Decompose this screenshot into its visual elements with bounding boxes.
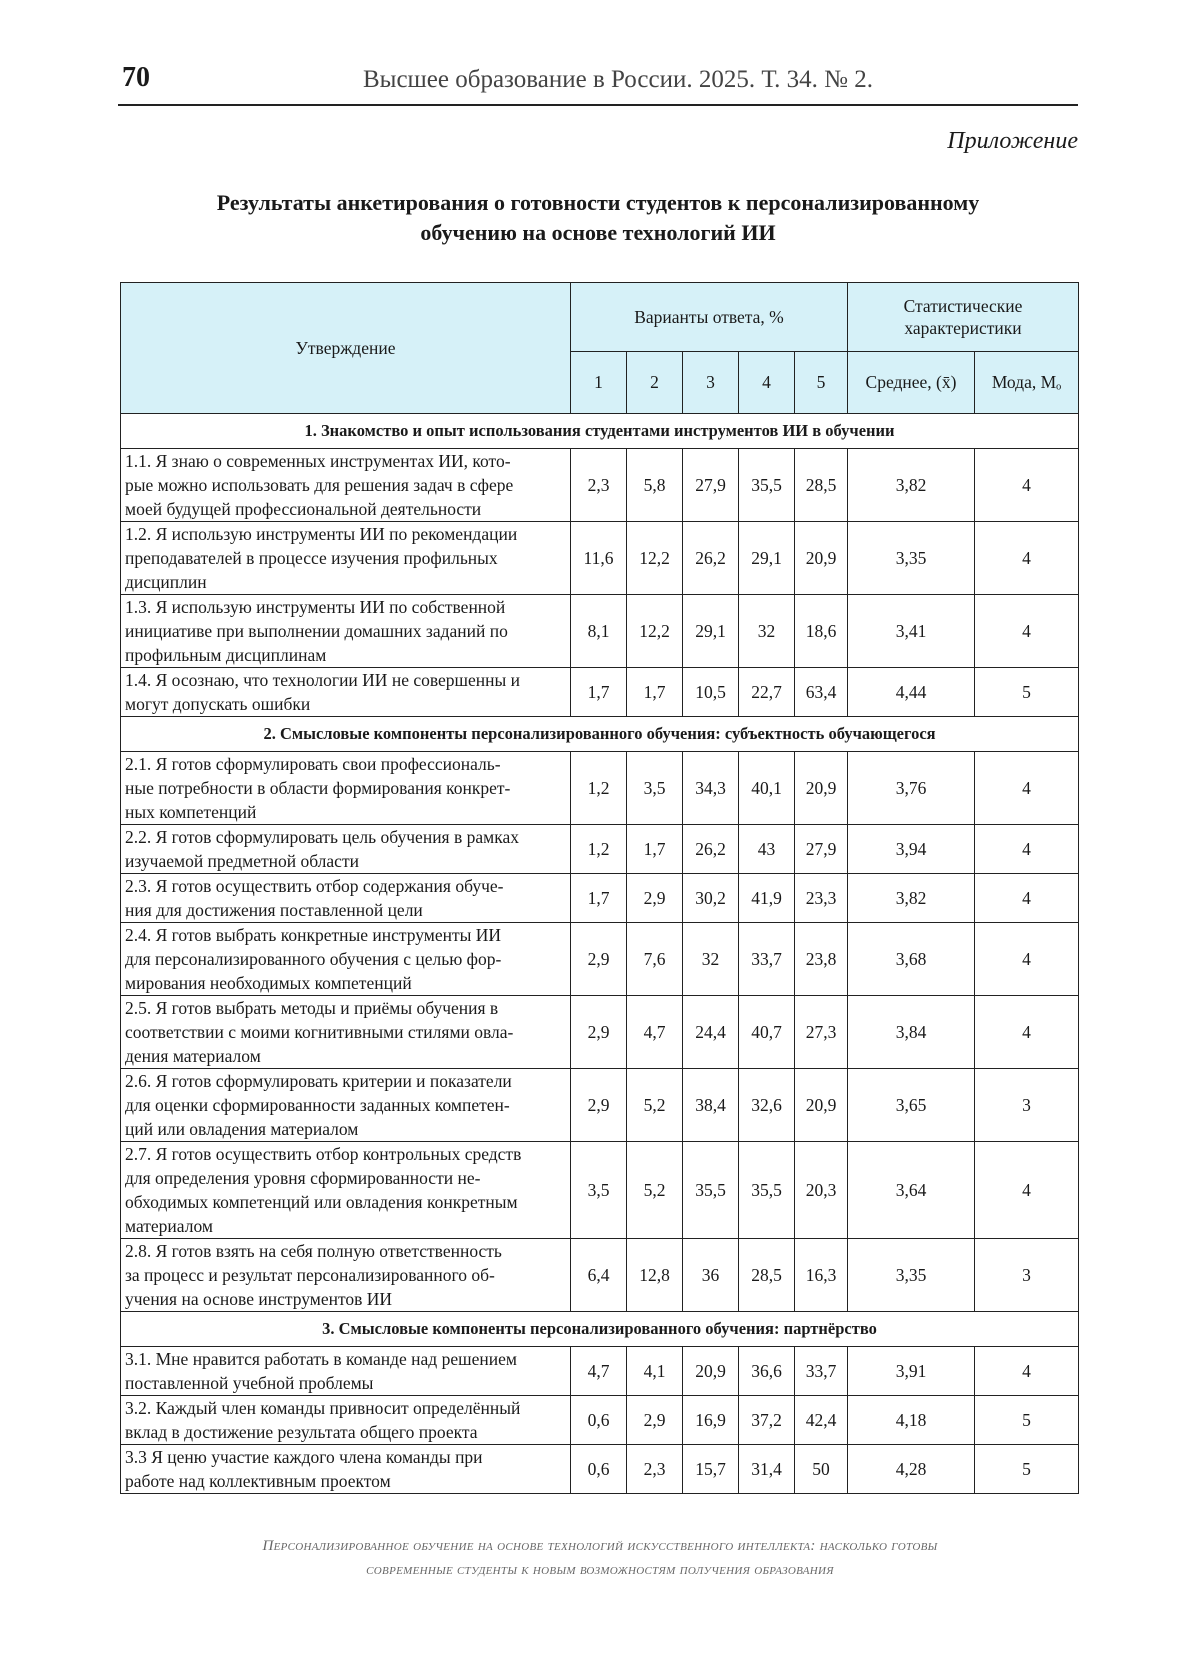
statement-line: соответствии с моими когнитивными стилями овла- xyxy=(125,1022,514,1042)
mean-cell: 3,84 xyxy=(848,996,975,1069)
mean-cell: 4,18 xyxy=(848,1396,975,1445)
running-footer xyxy=(150,1534,1050,1582)
statement-line: профильным дисциплинам xyxy=(125,645,327,665)
statement-line: ций или овладения материалом xyxy=(125,1119,359,1139)
option-1-percent: 8,1 xyxy=(571,595,627,668)
option-4-percent: 40,1 xyxy=(739,752,795,825)
option-1-percent: 4,7 xyxy=(571,1347,627,1396)
survey-table xyxy=(120,282,1079,1494)
mode-cell: 4 xyxy=(975,923,1079,996)
statement-line: преподавателей в процессе изучения профильных xyxy=(125,548,498,568)
mean-cell: 3,94 xyxy=(848,825,975,874)
mode-cell: 4 xyxy=(975,752,1079,825)
statement-line: дения материалом xyxy=(125,1046,261,1066)
option-1-percent: 0,6 xyxy=(571,1445,627,1494)
mode-cell: 3 xyxy=(975,1239,1079,1312)
mean-cell: 3,82 xyxy=(848,874,975,923)
option-5-percent: 20,9 xyxy=(795,1069,848,1142)
table-row xyxy=(121,752,1079,825)
statement-line: моей будущей профессиональной деятельности xyxy=(125,499,482,519)
mode-cell: 5 xyxy=(975,1445,1079,1494)
statement-line: 2.1. Я готов сформулировать свои профессиональ- xyxy=(125,754,501,774)
header-stats-group xyxy=(848,283,1079,352)
option-1-percent: 1,7 xyxy=(571,668,627,717)
header-options-group: Варианты ответа, % xyxy=(571,283,848,352)
option-5-percent: 27,9 xyxy=(795,825,848,874)
option-5-percent: 27,3 xyxy=(795,996,848,1069)
option-2-percent: 5,2 xyxy=(627,1069,683,1142)
statement-line: 2.5. Я готов выбрать методы и приёмы обучения в xyxy=(125,998,499,1018)
statement-line: 2.4. Я готов выбрать конкретные инструменты ИИ xyxy=(125,925,502,945)
option-2-percent: 1,7 xyxy=(627,668,683,717)
statement-line: для определения уровня сформированности не- xyxy=(125,1168,481,1188)
statement-line: 2.6. Я готов сформулировать критерии и показатели xyxy=(125,1071,512,1091)
statement-cell xyxy=(121,522,571,595)
mode-cell: 4 xyxy=(975,595,1079,668)
page-number: 70 xyxy=(122,62,150,93)
option-2-percent: 3,5 xyxy=(627,752,683,825)
mode-cell: 4 xyxy=(975,1347,1079,1396)
statement-line: материалом xyxy=(125,1216,213,1236)
option-3-percent: 16,9 xyxy=(683,1396,739,1445)
option-5-percent: 20,9 xyxy=(795,522,848,595)
journal-title: Высшее образование в России. 2025. Т. 34. № 2. xyxy=(362,66,873,93)
option-2-percent: 2,9 xyxy=(627,1396,683,1445)
option-4-percent: 28,5 xyxy=(739,1239,795,1312)
statement-line: инициативе при выполнении домашних заданий по xyxy=(125,621,508,641)
statement-line: могут допускать ошибки xyxy=(125,694,311,714)
statement-line: для персонализированного обучения с целью фор- xyxy=(125,949,502,969)
option-1-percent: 2,9 xyxy=(571,996,627,1069)
statement-cell xyxy=(121,1396,571,1445)
running-header xyxy=(118,54,1078,104)
option-3-percent: 38,4 xyxy=(683,1069,739,1142)
option-2-percent: 12,2 xyxy=(627,522,683,595)
statement-line: рые можно использовать для решения задач в сфере xyxy=(125,475,514,495)
statement-line: 3.3 Я ценю участие каждого члена команды при xyxy=(125,1447,483,1467)
statement-line: изучаемой предметной области xyxy=(125,851,359,871)
header-option-3: 3 xyxy=(683,351,739,413)
statement-cell xyxy=(121,825,571,874)
statement-cell xyxy=(121,449,571,522)
option-2-percent: 4,1 xyxy=(627,1347,683,1396)
option-4-percent: 43 xyxy=(739,825,795,874)
option-4-percent: 29,1 xyxy=(739,522,795,595)
option-1-percent: 1,2 xyxy=(571,752,627,825)
table-body xyxy=(121,414,1079,1494)
statement-line: для оценки сформированности заданных компетен- xyxy=(125,1095,510,1115)
mode-cell: 5 xyxy=(975,1396,1079,1445)
table-row xyxy=(121,996,1079,1069)
option-4-percent: 31,4 xyxy=(739,1445,795,1494)
statement-line: ния для достижения поставленной цели xyxy=(125,900,423,920)
statement-line: 3.1. Мне нравится работать в команде над решением xyxy=(125,1349,517,1369)
statement-line: за процесс и результат персонализированного об- xyxy=(125,1265,495,1285)
option-3-percent: 20,9 xyxy=(683,1347,739,1396)
table-row xyxy=(121,923,1079,996)
statement-line: 2.3. Я готов осуществить отбор содержания обуче- xyxy=(125,876,504,896)
header-option-2: 2 xyxy=(627,351,683,413)
option-3-percent: 27,9 xyxy=(683,449,739,522)
option-1-percent: 3,5 xyxy=(571,1142,627,1239)
statement-line: обходимых компетенций или овладения конкретным xyxy=(125,1192,518,1212)
header-mode: Мода, Mₒ xyxy=(975,351,1079,413)
option-3-percent: 34,3 xyxy=(683,752,739,825)
option-4-percent: 36,6 xyxy=(739,1347,795,1396)
statement-line: 2.2. Я готов сформулировать цель обучения в рамках xyxy=(125,827,519,847)
statement-line: учения на основе инструментов ИИ xyxy=(125,1289,393,1309)
mean-cell: 4,44 xyxy=(848,668,975,717)
statement-line: 1.1. Я знаю о современных инструментах ИИ, кото- xyxy=(125,451,511,471)
option-5-percent: 42,4 xyxy=(795,1396,848,1445)
table-row xyxy=(121,522,1079,595)
mean-cell: 3,65 xyxy=(848,1069,975,1142)
header-stats-line-1: Статистические xyxy=(903,295,1023,316)
mode-cell: 4 xyxy=(975,1142,1079,1239)
table-row xyxy=(121,1142,1079,1239)
mean-cell: 3,41 xyxy=(848,595,975,668)
mean-cell: 3,35 xyxy=(848,522,975,595)
option-3-percent: 29,1 xyxy=(683,595,739,668)
option-1-percent: 0,6 xyxy=(571,1396,627,1445)
header-stats-line-2: характеристики xyxy=(904,317,1022,338)
section-row xyxy=(121,414,1079,449)
statement-cell xyxy=(121,752,571,825)
section-title: 3. Смысловые компоненты персонализированного обучения: партнёрство xyxy=(121,1312,1079,1347)
option-2-percent: 12,8 xyxy=(627,1239,683,1312)
table-row xyxy=(121,1445,1079,1494)
statement-line: 2.7. Я готов осуществить отбор контрольных средств xyxy=(125,1144,522,1164)
header-option-1: 1 xyxy=(571,351,627,413)
option-3-percent: 32 xyxy=(683,923,739,996)
option-4-percent: 22,7 xyxy=(739,668,795,717)
option-5-percent: 18,6 xyxy=(795,595,848,668)
statement-cell xyxy=(121,1347,571,1396)
option-3-percent: 35,5 xyxy=(683,1142,739,1239)
statement-line: 1.2. Я использую инструменты ИИ по рекомендации xyxy=(125,524,518,544)
table-row xyxy=(121,449,1079,522)
mean-cell: 3,64 xyxy=(848,1142,975,1239)
mean-cell: 3,82 xyxy=(848,449,975,522)
option-3-percent: 36 xyxy=(683,1239,739,1312)
option-5-percent: 20,3 xyxy=(795,1142,848,1239)
statement-cell xyxy=(121,1239,571,1312)
option-2-percent: 5,2 xyxy=(627,1142,683,1239)
option-5-percent: 33,7 xyxy=(795,1347,848,1396)
statement-cell xyxy=(121,1142,571,1239)
section-title: 1. Знакомство и опыт использования студентами инструментов ИИ в обучении xyxy=(121,414,1079,449)
option-1-percent: 11,6 xyxy=(571,522,627,595)
option-5-percent: 50 xyxy=(795,1445,848,1494)
statement-line: мирования необходимых компетенций xyxy=(125,973,412,993)
option-2-percent: 1,7 xyxy=(627,825,683,874)
option-3-percent: 15,7 xyxy=(683,1445,739,1494)
section-row xyxy=(121,1312,1079,1347)
option-1-percent: 6,4 xyxy=(571,1239,627,1312)
mode-cell: 3 xyxy=(975,1069,1079,1142)
option-1-percent: 2,3 xyxy=(571,449,627,522)
option-5-percent: 23,8 xyxy=(795,923,848,996)
mode-cell: 4 xyxy=(975,449,1079,522)
table-row xyxy=(121,1239,1079,1312)
option-5-percent: 16,3 xyxy=(795,1239,848,1312)
option-4-percent: 35,5 xyxy=(739,1142,795,1239)
section-row xyxy=(121,717,1079,752)
table-title-line-2: обучению на основе технологий ИИ xyxy=(420,220,776,245)
statement-cell xyxy=(121,923,571,996)
statement-line: поставленной учебной проблемы xyxy=(125,1373,374,1393)
statement-line: работе над коллективным проектом xyxy=(125,1471,391,1491)
option-2-percent: 7,6 xyxy=(627,923,683,996)
statement-line: вклад в достижение результата общего проекта xyxy=(125,1422,478,1442)
table-row xyxy=(121,874,1079,923)
table-row xyxy=(121,668,1079,717)
mode-cell: 5 xyxy=(975,668,1079,717)
option-4-percent: 33,7 xyxy=(739,923,795,996)
statement-cell xyxy=(121,668,571,717)
mean-cell: 3,68 xyxy=(848,923,975,996)
option-4-percent: 37,2 xyxy=(739,1396,795,1445)
option-3-percent: 26,2 xyxy=(683,522,739,595)
option-3-percent: 10,5 xyxy=(683,668,739,717)
statement-line: ные потребности в области формирования конкрет- xyxy=(125,778,511,798)
table-row xyxy=(121,1347,1079,1396)
option-1-percent: 2,9 xyxy=(571,1069,627,1142)
option-4-percent: 41,9 xyxy=(739,874,795,923)
option-1-percent: 2,9 xyxy=(571,923,627,996)
footer-line-2: современные студенты к новым возможностям получения образования xyxy=(366,1562,834,1578)
statement-cell xyxy=(121,996,571,1069)
statement-line: дисциплин xyxy=(125,572,207,592)
header-mean: Среднее, (x̄) xyxy=(848,351,975,413)
option-3-percent: 26,2 xyxy=(683,825,739,874)
option-2-percent: 4,7 xyxy=(627,996,683,1069)
header-option-5: 5 xyxy=(795,351,848,413)
option-3-percent: 24,4 xyxy=(683,996,739,1069)
statement-line: 2.8. Я готов взять на себя полную ответственность xyxy=(125,1241,502,1261)
statement-cell xyxy=(121,874,571,923)
table-row xyxy=(121,825,1079,874)
mode-cell: 4 xyxy=(975,874,1079,923)
section-title: 2. Смысловые компоненты персонализированного обучения: субъектность обучающегося xyxy=(121,717,1079,752)
option-4-percent: 32 xyxy=(739,595,795,668)
mean-cell: 3,35 xyxy=(848,1239,975,1312)
mode-cell: 4 xyxy=(975,522,1079,595)
statement-cell xyxy=(121,595,571,668)
option-2-percent: 12,2 xyxy=(627,595,683,668)
header-rule xyxy=(118,104,1078,106)
table-row xyxy=(121,1069,1079,1142)
option-2-percent: 5,8 xyxy=(627,449,683,522)
option-5-percent: 63,4 xyxy=(795,668,848,717)
statement-line: ных компетенций xyxy=(125,802,257,822)
option-4-percent: 35,5 xyxy=(739,449,795,522)
option-2-percent: 2,3 xyxy=(627,1445,683,1494)
header-option-4: 4 xyxy=(739,351,795,413)
option-2-percent: 2,9 xyxy=(627,874,683,923)
table-row xyxy=(121,1396,1079,1445)
statement-cell xyxy=(121,1069,571,1142)
option-1-percent: 1,7 xyxy=(571,874,627,923)
table-title-line-1: Результаты анкетирования о готовности студентов к персонализированному xyxy=(216,190,980,215)
option-5-percent: 20,9 xyxy=(795,752,848,825)
statement-cell xyxy=(121,1445,571,1494)
option-4-percent: 40,7 xyxy=(739,996,795,1069)
option-4-percent: 32,6 xyxy=(739,1069,795,1142)
mode-cell: 4 xyxy=(975,825,1079,874)
statement-line: 1.3. Я использую инструменты ИИ по собственной xyxy=(125,597,506,617)
statement-line: 3.2. Каждый член команды привносит определённый xyxy=(125,1398,521,1418)
option-5-percent: 23,3 xyxy=(795,874,848,923)
appendix-label: Приложение xyxy=(947,128,1078,154)
option-3-percent: 30,2 xyxy=(683,874,739,923)
mean-cell: 4,28 xyxy=(848,1445,975,1494)
footer-line-1: Персонализированное обучение на основе технологий искусственного интеллекта: насколько готовы xyxy=(262,1538,938,1554)
header-statement: Утверждение xyxy=(121,283,571,414)
mode-cell: 4 xyxy=(975,996,1079,1069)
table-row xyxy=(121,595,1079,668)
table-title xyxy=(118,188,1078,248)
option-1-percent: 1,2 xyxy=(571,825,627,874)
mean-cell: 3,91 xyxy=(848,1347,975,1396)
statement-line: 1.4. Я осознаю, что технологии ИИ не совершенны и xyxy=(125,670,520,690)
mean-cell: 3,76 xyxy=(848,752,975,825)
option-5-percent: 28,5 xyxy=(795,449,848,522)
